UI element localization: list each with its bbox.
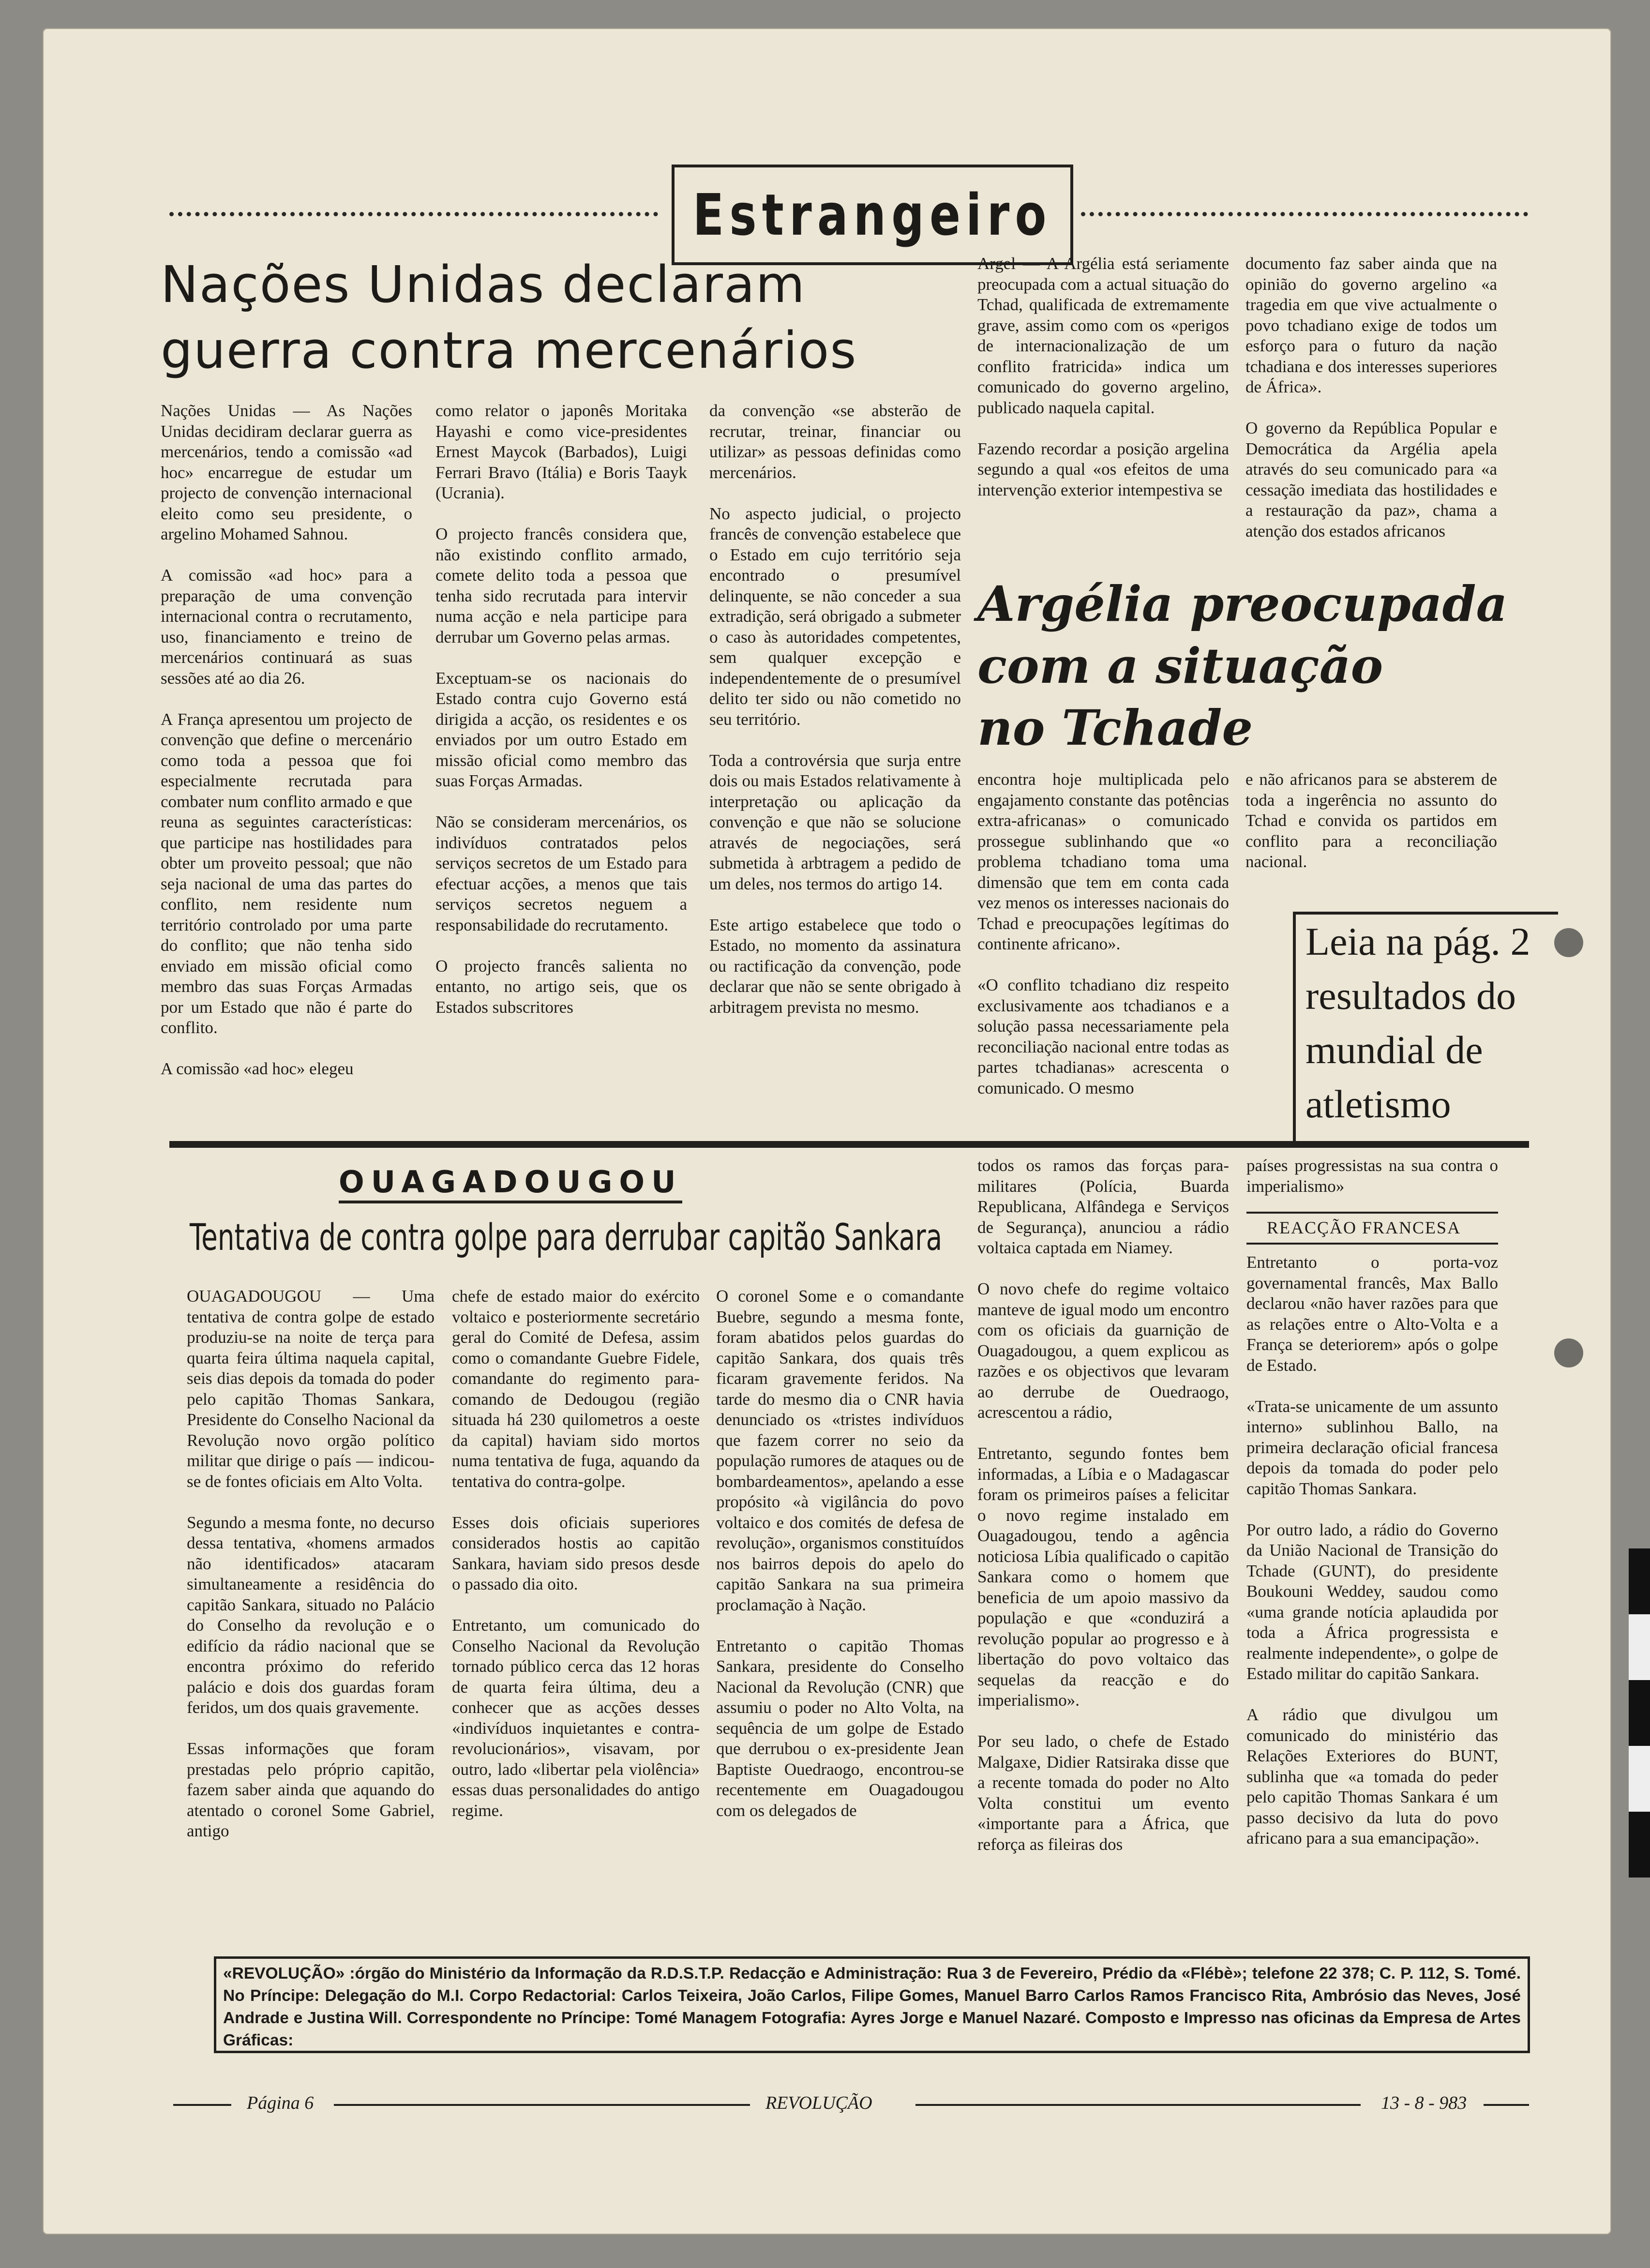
article1-column-2: como relator o japonês Moritaka Hayashi e como vice-presidentes Ernest Maycok (Barbados), Luigi Ferrari Bravo (Itália) e Boris Taayk (Ucrania). O projecto francês considera que, não existindo conflito armado, comete delito toda a pessoa que tenha sido recrutada para intervir numa acção e nela participe para derrubar um Governo pelas armas. Exceptuam-se os nacionais do Estado contra cujo Governo está dirigida a acção, os residentes e os enviados por um outro Estado em missão oficial como membro das suas Forças Armadas. Não se consideram mercenários, os indivíduos contratados pelos serviços secretos de um Estado para efectuar acções, a menos que tais serviços secretos neguem a responsabilidade do recrutamento. O projecto francês salienta no entanto, no artigo seis, que os Estados subscritores	[435, 401, 687, 1017]
footer-page-number: Página 6	[247, 2093, 314, 2113]
footer-paper-name: REVOLUÇÃO	[765, 2093, 872, 2113]
article1-column-1: Nações Unidas — As Nações Unidas decidiram declarar guerra as mercenários, tendo a comissão «ad hoc» encarregue de estudar um projecto de convenção internacional eleito como seu presidente, o argelino Mohamed Sahnou. A comissão «ad hoc» para a preparação de uma convenção internacional contra o recrutamento, uso, financiamento e treino de mercenários continuará as suas sessões até ao dia 26. A França apresentou um projecto de convenção que define o mercenário como toda a pessoa que foi especialmente recrutada para combater num conflito armado e que reuna as seguintes características: que participe nas hostilidades para obter um proveito pessoal; que não seja nacional de uma das partes do conflito, nem residente num território controlado por uma parte do conflito; que não tenha sido enviado em missão oficial como membro das suas Forças Armadas por um Estado que não é parte do conflito. A comissão «ad hoc» elegeu	[161, 401, 412, 1078]
article1-headline-line2: guerra contra mercenários	[161, 321, 857, 380]
subhead-rule-bottom	[1246, 1243, 1498, 1245]
article2-column-2-bottom: e não africanos para se absterem de toda a ingerência no assunto do Tchad e convida os partidos em conflito para a reconciliação nacional.	[1245, 770, 1497, 871]
subhead-rule-top	[1246, 1212, 1498, 1214]
article3-subhead: REACÇÃO FRANCESA	[1267, 1218, 1461, 1237]
footer-rule-3	[915, 2104, 1361, 2106]
article3-column-1: OUAGADOUGOU — Uma tentativa de contra golpe de estado produziu-se na noite de terça para quarta feira última naquela capital, seis dias depois da tomada do poder pelo capitão Thomas Sankara, Presidente do Conselho Nacional da Revolução novo orgão político militar que dirige o país — indicou-se de fontes oficiais em Alto Volta. Segundo a mesma fonte, no decurso dessa tentativa, «homens armados não identificados» atacaram simultaneamente a residência do capitão Sankara, situado no Palácio do Conselho da revolução e o edifício da rádio nacional que se encontra próximo do referido palácio e dois dos guardas foram feridos, um dos quais gravemente. Essas informações que foram prestadas pelo próprio capitão, fazem saber ainda que aquando do atentado o coronel Some Gabriel, antigo	[187, 1287, 435, 1840]
binding-hole-top	[1554, 928, 1583, 957]
section-header-box	[672, 165, 1073, 265]
article3-headline: Tentativa de contra golpe para derrubar capitão Sankara	[190, 1216, 943, 1259]
article3-column-2: chefe de estado maior do exército voltaico e posteriormente secretário geral do Comité de Defesa, assim como o comandante Guebre Fidele, comandante do regimento para-comando de Dedougou (região situada há 230 quilometros a oeste da capital) haviam sido mortos numa tentativa de fuga, aquando da tentativa do contra-golpe. Esses dois oficiais superiores considerados hostis ao capitão Sankara, haviam sido presos desde o passado dia oito. Entretanto, um comunicado do Conselho Nacional da Revolução tornado público cerca das 12 horas de quarta feira última, deu a conhecer que as acções desses «indivíduos inquietantes e contra-revolucionários», visavam, por outro, lado «libertar pela violência» essas duas personalidades do antigo regime.	[452, 1287, 700, 1820]
article3-kicker	[339, 1164, 682, 1200]
header-dotted-rule-right	[1081, 212, 1528, 216]
article3-column-5: Entretanto o porta-voz governamental francês, Max Ballo declarou «não haver razões para que as relações entre o Alto-Volta e a França se deteriorem» após o golpe de Estado. «Trata-se unicamente de um assunto interno» sublinhou Ballo, na primeira declaração oficial francesa depois da tomada do poder pelo capitão Thomas Sankara. Por outro lado, a rádio do Governo da União Nacional de Transição do Tchade (GUNT), do presidente Boukouni Weddey, saudou como «uma grande notícia aplaudida por toda a África progressista e realmente independente», o golpe de Estado militar do capitão Sankara. A rádio que divulgou um comunicado do ministério das Relações Exteriores do BUNT, sublinha que «a tomada do peder pelo capitão Thomas Sankara é um passo decisivo da luta do povo africano para a sua emancipação».	[1246, 1253, 1498, 1847]
section-title: Estrangeiro	[693, 181, 1052, 248]
article2-column-1-top: Argel — A Argélia está seriamente preocupada com a actual situação do Tchad, qualificada de extremamente grave, assim como com os «perigos de internacionalização de um conflito fratricida» indica um comunicado do governo argelino, publicado naquela capital. Fazendo recordar a posição argelina segundo a qual «os efeitos de uma intervenção exterior intempestiva se	[977, 254, 1229, 499]
newspaper-page	[43, 28, 1611, 2235]
article2-column-1-bottom: encontra hoje multiplicada pelo engajamento constante das potências extra-africanas» o comunicado prossegue sublinhando que «o problema tchadiano toma uma dimensão que tem em conta cada vez menos os interesses nacionais do Tchad e preocupações legítimas do continente africano». «O conflito tchadiano diz respeito exclusivamente aos tchadianos e a solução passa necessariamente pela reconciliação nacional entre todas as partes tchadianas» acrescenta o comunicado. O mesmo	[977, 770, 1229, 1097]
header-dotted-rule-left	[169, 212, 658, 216]
article1-column-3: da convenção «se absterão de recrutar, treinar, financiar ou utilizar» as pessoas definidas como mercenários. No aspecto judicial, o projecto francês de convenção estabelece que o Estado em cujo território seja encontrado o presumível delinquente, se não conceder a sua extradição, será obrigado a submeter o caso às autoridades competentes, sem qualquer excepção e independentemente de o presumível delito ter sido ou não cometido no seu território. Toda a controvérsia que surja entre dois ou mais Estados relativamente à interpretação ou aplicação da convenção e que não se solucione através de negociações, será submetida à arbtragem a pedido de um deles, nos termos do artigo 14. Este artigo estabelece que todo o Estado, no momento da assinatura ou ractificação da convenção, pode declarar que não se sente obrigado à arbitragem prevista no mesmo.	[709, 401, 961, 1017]
article3-kicker-text: OUAGADOUGOU	[339, 1164, 682, 1203]
article2-headline-line1: Argélia preocupada	[977, 575, 1508, 632]
article1-headline	[161, 252, 983, 383]
article2-headline	[977, 573, 1510, 759]
article2-headline-line3: no Tchade	[977, 699, 1253, 756]
box-ad-athletics: Leia na pág. 2 resultados do mundial de atletismo	[1293, 912, 1558, 1142]
binding-hole-bottom	[1554, 1338, 1583, 1367]
article1-headline-line1: Nações Unidas declaram	[161, 255, 806, 314]
article2-column-2-top: documento faz saber ainda que na opinião do governo argelino «a tragedia em que vive actualmente o povo tchadiano exige de todos um esforço para o futuro da nação tchadiana e dos interesses superiores de África». O governo da República Popular e Democrática da Argélia apela através do seu comunicado para «a cessação imediata das hostilidades e a restauração da paz», chama a atenção dos estados africanos	[1245, 254, 1497, 541]
article3-column-4: todos os ramos das forças para-militares (Polícia, Buarda Republicana, Alfândega e Serviços de Segurança), anunciou a rádio voltaica captada em Niamey. O novo chefe do regime voltaico manteve de igual modo um encontro com os oficiais da guarnição de Ouagadougou, a quem explicou as razões e os objectivos que levaram ao derrube de Ouedraogo, acrescentou a rádio, Entretanto, segundo fontes bem informadas, a Líbia e o Madagascar foram os primeiros países a felicitar o novo regime instalado em Ouagadougou, tendo a agência noticiosa Líbia qualificado o capitão Sankara como o homem que beneficia de um apoio massivo da população e que «conduzirá a revolução popular ao progresso e à libertação do povo voltaico das sequelas da reacção e do imperialismo». Por seu lado, o chefe de Estado Malgaxe, Didier Ratsiraka disse que a recente tomada do poder no Alto Volta constitui um evento «importante para a África, que reforça as fileiras dos	[977, 1156, 1229, 1854]
footer-rule-4	[1484, 2104, 1529, 2106]
masthead-box: «REVOLUÇÃO» :órgão do Ministério da Informação da R.D.S.T.P. Redacção e Administração: Rua 3 de Fevereiro, Prédio da «Flébè»; telefone 22 378; C. P. 112, S. Tomé. No Príncipe: Delegação do M.I. Corpo Redactorial: Carlos Teixeira, João Carlos, Filipe Gomes, Manuel Barro Carlos Ramos Francisco Rita, Ambrósio das Neves, José Andrade e Justina Will. Correspondente no Príncipe: Tomé Managem Fotografia: Ayres Jorge e Manuel Nazaré. Composto e Impresso nas oficinas da Empresa de Artes Gráficas:	[214, 1956, 1530, 2053]
footer-date: 13 - 8 - 983	[1381, 2093, 1467, 2113]
color-scale-strip	[1629, 1548, 1650, 1877]
article3-column-5-top: países progressistas na sua contra o imperialismo»	[1246, 1156, 1498, 1196]
article2-headline-line2: com a situação	[977, 637, 1383, 694]
footer-rule-2	[334, 2104, 750, 2106]
section-separator-rule	[169, 1141, 1529, 1148]
article3-column-3: O coronel Some e o comandante Buebre, segundo a mesma fonte, foram abatidos pelos guardas do capitão Sankara, dos quais três ficaram gravemente feridos. Na tarde do mesmo dia o CNR havia denunciado os «tristes indivíduos que fazem correr no seio da população rumores de ataques ou de bombardeamentos», apelando a esse propósito «à vigilância do povo voltaico e dos comités de defesa de revolução», organismos constituídos nos bairros depois do apelo do capitão Sankara na sua primeira proclamação à Nação. Entretanto o capitão Thomas Sankara, presidente do Conselho Nacional da Revolução (CNR) que assumiu o poder no Alto Volta, na sequência de um golpe de Estado que derrubou o ex-presidente Jean Baptiste Ouedraogo, encontrou-se recentemente em Ouagadougou com os delegados de	[716, 1287, 964, 1820]
footer-rule-1	[173, 2104, 231, 2106]
